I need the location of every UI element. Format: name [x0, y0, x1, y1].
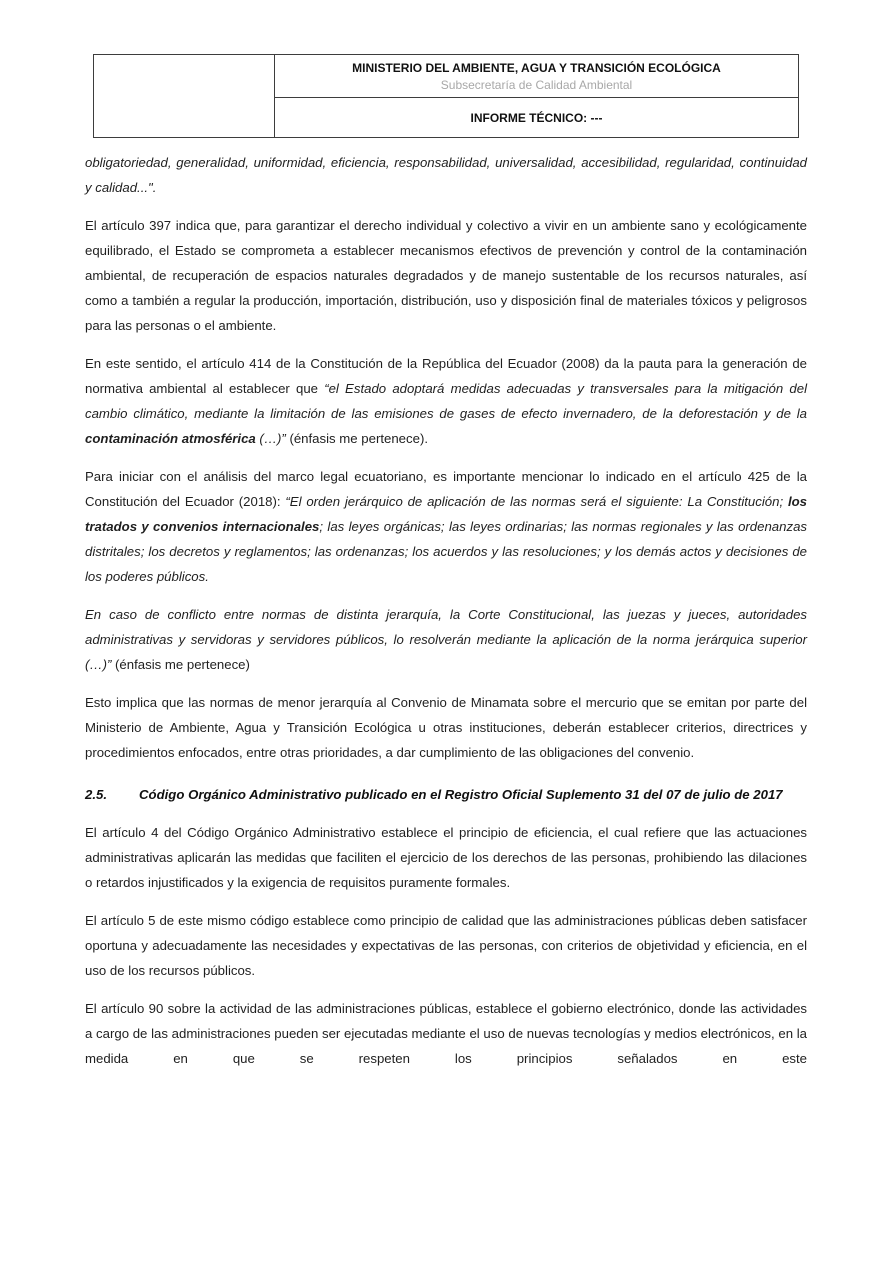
- text-run: En este sentido, el artículo 414 de la Constitución de la República del Ecuador (2008) da la pauta para la generación de normativa ambiental al establecer que: [85, 356, 807, 396]
- paragraph: [85, 150, 807, 200]
- paragraph: [85, 820, 807, 895]
- text-run: obligatoriedad, generalidad, uniformidad, eficiencia, responsabilidad, universalidad, accesibilidad, regularidad, continuidad y calidad...".: [85, 155, 807, 195]
- text-run: El artículo 397 indica que, para garantizar el derecho individual y colectivo a vivir en un ambiente sano y ecológicamente equilibrado, el Estado se comprometa a establecer mecanismos efectivos de prevención y control de la contaminación ambiental, de recuperación de espacios naturales degradados y de manejo sustentable de los recursos naturales, así como a también a regular la producción, importación, distribución, uso y disposición final de materiales tóxicos y peligrosos para las personas o el ambiente.: [85, 218, 807, 333]
- paragraph: [85, 213, 807, 338]
- text-run: El artículo 90 sobre la actividad de las administraciones públicas, establece el gobierno electrónico, donde las actividades a cargo de las administraciones pueden ser ejecutadas mediante el uso de nuevas tecnologías y medios electrónicos, en la medida en que se respeten los principios señalados en este: [85, 1001, 807, 1066]
- ministry-title: MINISTERIO DEL AMBIENTE, AGUA Y TRANSICIÓN ECOLÓGICA: [352, 61, 721, 75]
- paragraph: [85, 690, 807, 765]
- document-body: [85, 150, 807, 1084]
- text-run: El artículo 5 de este mismo código establece como principio de calidad que las administraciones públicas deben satisfacer oportuna y adecuadamente las necesidades y expectativas de las personas, con criterios de objetividad y eficiencia, en el uso de los recursos públicos.: [85, 913, 807, 978]
- text-run: (énfasis me pertenece): [111, 657, 250, 672]
- header-title-cell: [275, 55, 798, 137]
- text-run: Para iniciar con el análisis del marco legal ecuatoriano, es importante mencionar lo indicado en el artículo 425 de la Constitución del Ecuador (2018):: [85, 469, 807, 509]
- header-row-report: [275, 98, 798, 137]
- report-label: INFORME TÉCNICO: ---: [470, 110, 603, 125]
- text-run: (…)”: [259, 431, 286, 446]
- text-run: En caso de conflicto entre normas de distinta jerarquía, la Corte Constitucional, las juezas y jueces, autoridades administrativas y servidoras y servidores públicos, lo resolverán mediante la aplicación de la norma jerárquica superior (…)”: [85, 607, 807, 672]
- text-run: Código Orgánico Administrativo publicado en el Registro Oficial Suplemento 31 del 07 de julio de 2017: [139, 787, 783, 802]
- paragraph: [85, 908, 807, 983]
- text-run: contaminación atmosférica: [85, 431, 260, 446]
- text-run: ; las leyes orgánicas; las leyes ordinarias; las normas regionales y las ordenanzas distritales; los decretos y reglamentos; las ordenanzas; los acuerdos y las resoluciones; y los demás actos y decisiones de los poderes públicos.: [85, 519, 808, 584]
- text-run: El artículo 4 del Código Orgánico Administrativo establece el principio de eficiencia, el cual refiere que las actuaciones administrativas aplicarán las medidas que faciliten el ejercicio de los derechos de las personas, prohibiendo las dilaciones o retardos injustificados y la exigencia de requisitos puramente formales.: [85, 825, 807, 890]
- text-run: (énfasis me pertenece).: [285, 431, 428, 446]
- header-row-ministry: [275, 55, 798, 98]
- text-run: “el Estado adoptará medidas adecuadas y transversales para la mitigación del cambio climático, mediante la limitación de las emisiones de gases de efecto invernadero, de la deforestación y de la: [85, 381, 807, 421]
- section-title: [139, 787, 783, 802]
- header-table: [93, 54, 799, 138]
- logo-cell: [94, 55, 275, 137]
- paragraph: [85, 996, 807, 1071]
- paragraph: [85, 351, 807, 451]
- paragraph: [85, 464, 807, 589]
- subsecretariat-subtitle: Subsecretaría de Calidad Ambiental: [440, 78, 633, 92]
- section-number: 2.5.: [85, 787, 107, 802]
- text-run: los tratados y convenios internacionales: [85, 494, 807, 534]
- paragraph: [85, 602, 807, 677]
- text-run: Esto implica que las normas de menor jerarquía al Convenio de Minamata sobre el mercurio que se emitan por parte del Ministerio de Ambiente, Agua y Transición Ecológica u otras instituciones, deberán establecer criterios, directrices y procedimientos enfocados, entre otras prioridades, a dar cumplimiento de las obligaciones del convenio.: [85, 695, 807, 760]
- text-run: “El orden jerárquico de aplicación de las normas será el siguiente: La Constitución;: [285, 494, 788, 509]
- section-heading: [85, 782, 807, 807]
